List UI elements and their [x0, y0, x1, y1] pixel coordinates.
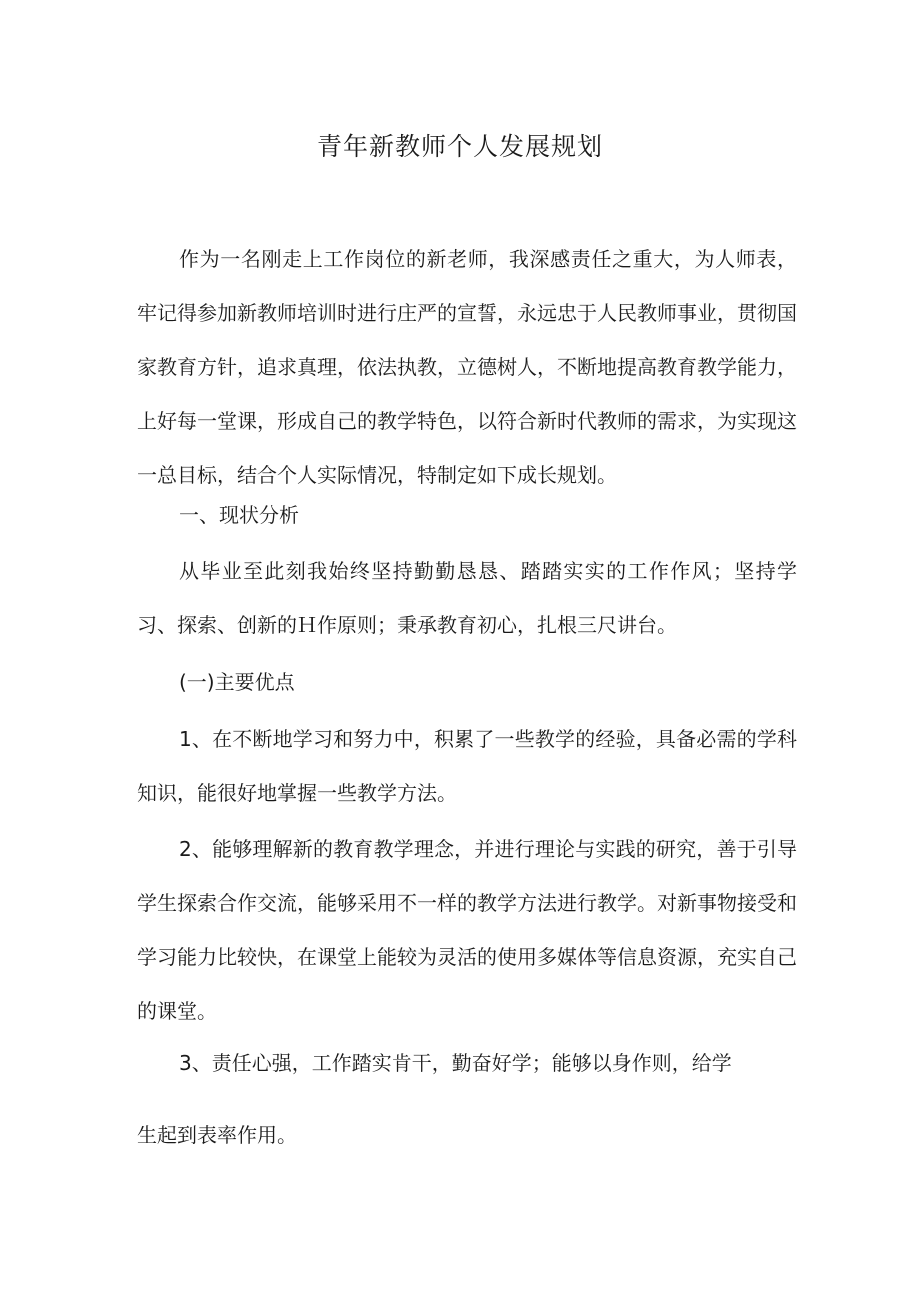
strength-item-2: 2、能够理解新的教育教学理念，并进行理论与实践的研究，善于引导学生探索合作交流，能够采用不一样的教学方法进行教学。对新事物接受和学习能力比较快，在课堂上能较为灵活的使用多媒体等信息资源，充实自己的课堂。 — [137, 837, 797, 1023]
status-paragraph: 从毕业至此刻我始终坚持勤勤恳恳、踏踏实实的工作作风；坚持学习、探索、创新的Ｈ作原则；秉承教育初心，扎根三尺讲台。 — [137, 559, 797, 637]
subsection-heading-strengths: (一)主要优点 — [179, 670, 295, 694]
intro-paragraph: 作为一名刚走上工作岗位的新老师，我深感责任之重大，为人师表，牢记得参加新教师培训时进行庄严的宣誓，永远忠于人民教师事业，贯彻国家教育方针，追求真理，依法执教，立德树人，不断地提高教育教学能力，上好每一堂课，形成自己的教学特色，以符合新时代教师的需求，为实现这一总目标，结合个人实际情况，特制定如下成长规划。 — [137, 247, 797, 487]
strength-item-1: 1、在不断地学习和努力中，积累了一些教学的经验，具备必需的学科知识，能很好地掌握一些教学方法。 — [137, 727, 797, 805]
strength-item-3: 3、责任心强，工作踏实肯干，勤奋好学；能够以身作则，给学 — [179, 1051, 732, 1075]
section-heading-status-analysis: 一、现状分析 — [179, 503, 299, 527]
strength-item-3-continued: 生起到表率作用。 — [137, 1123, 297, 1147]
document-title: 青年新教师个人发展规划 — [316, 132, 603, 161]
